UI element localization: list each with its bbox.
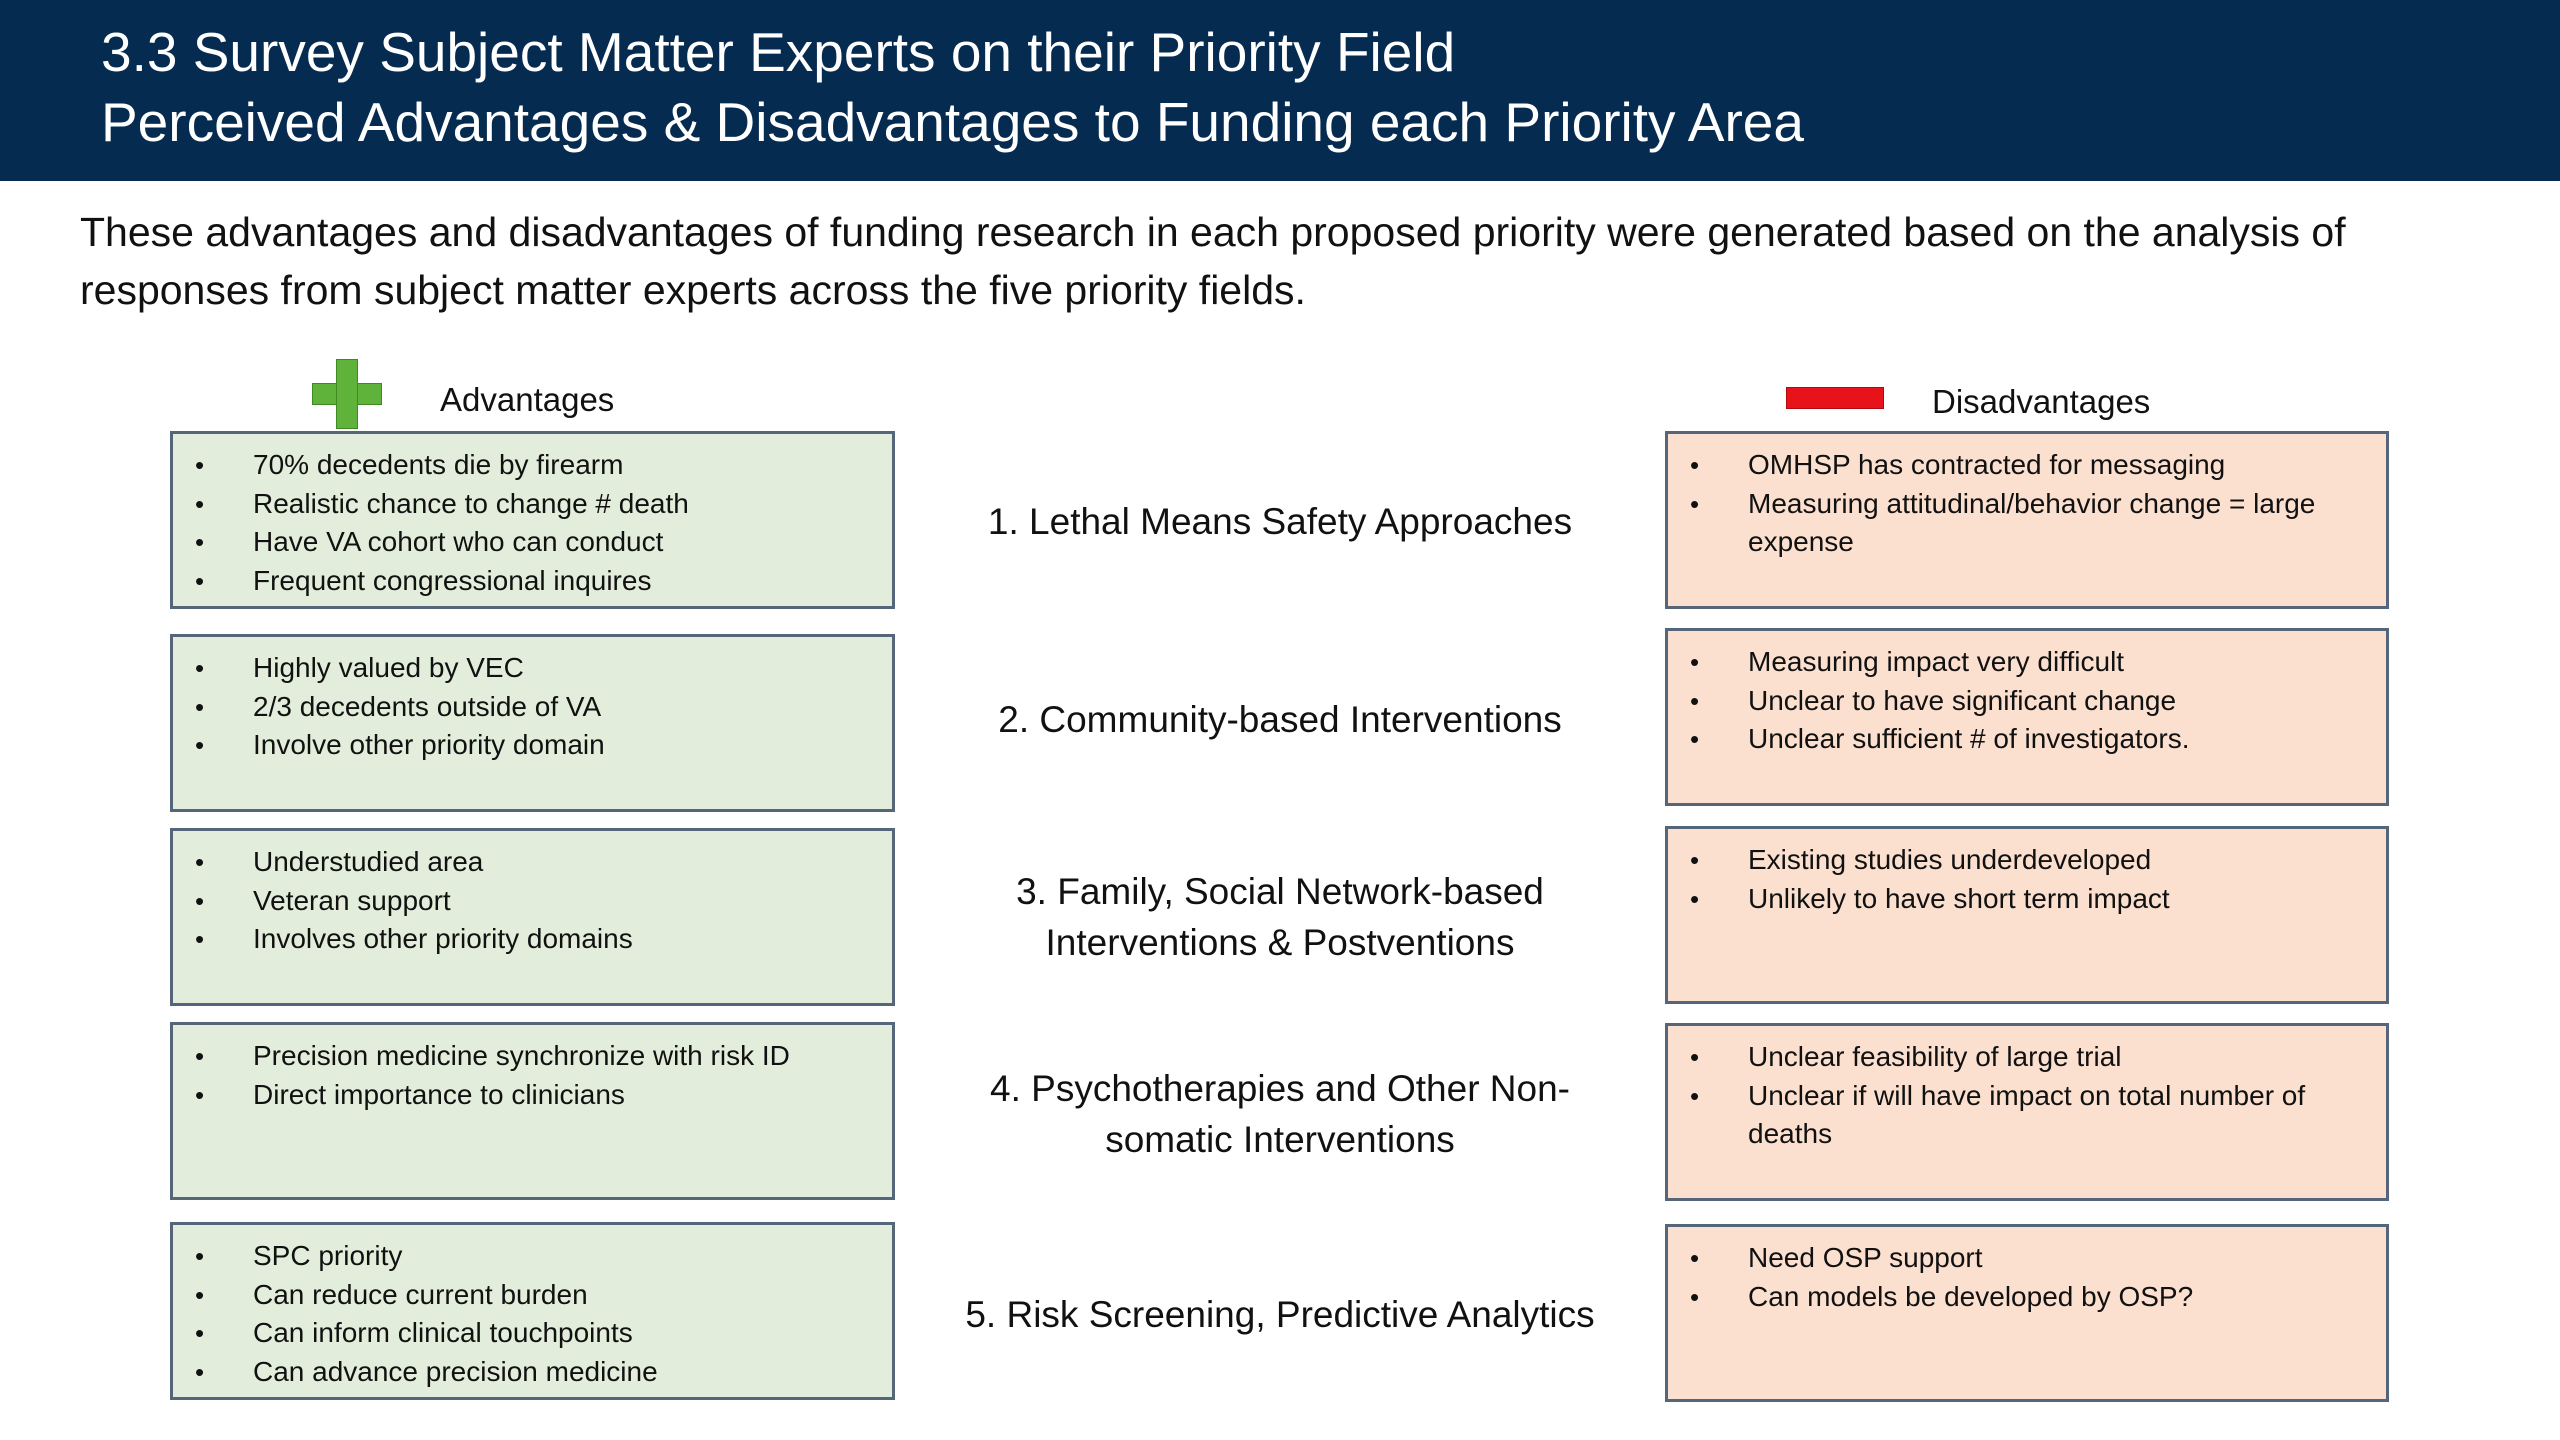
advantage-item: • Realistic chance to change # death — [189, 485, 872, 524]
disadvantage-item: • Unclear feasibility of large trial — [1684, 1038, 2366, 1077]
advantage-item: • Direct importance to clinicians — [189, 1076, 872, 1115]
priority-label-3: 3. Family, Social Network-based Interventions & Postventions — [1016, 871, 1544, 963]
advantages-box-3 — [170, 828, 895, 1006]
slide-header — [0, 0, 2560, 181]
advantage-item: • Can advance precision medicine — [189, 1353, 872, 1392]
advantage-item: • SPC priority — [189, 1237, 872, 1276]
priority-label-2: 2. Community-based Interventions — [998, 698, 1562, 740]
advantage-item: • Highly valued by VEC — [189, 649, 872, 688]
disadvantage-item: • Measuring impact very difficult — [1684, 643, 2366, 682]
priority-label-4: 4. Psychotherapies and Other Non-somatic Interventions — [990, 1068, 1570, 1160]
disadvantage-item: • Unclear if will have impact on total number of deaths — [1684, 1077, 2366, 1154]
advantages-legend-label: Advantages — [440, 381, 615, 418]
advantage-item: • Can inform clinical touchpoints — [189, 1314, 872, 1353]
advantages-box-2 — [170, 634, 895, 812]
advantage-item: • 70% decedents die by firearm — [189, 446, 872, 485]
priority-label-1: 1. Lethal Means Safety Approaches — [987, 500, 1573, 542]
slide-title-line-1: 3.3 Survey Subject Matter Experts on their Priority Field — [101, 21, 1456, 83]
advantage-item: • Understudied area — [189, 843, 872, 882]
disadvantage-item: • Can models be developed by OSP? — [1684, 1278, 2366, 1317]
plus-icon — [312, 359, 382, 429]
priority-label-5: 5. Risk Screening, Predictive Analytics — [965, 1293, 1595, 1335]
advantage-item: • Involves other priority domains — [189, 920, 872, 959]
disadvantages-box-2 — [1665, 628, 2389, 806]
minus-icon — [1786, 387, 1884, 409]
disadvantage-item: • OMHSP has contracted for messaging — [1684, 446, 2366, 485]
advantage-item: • 2/3 decedents outside of VA — [189, 688, 872, 727]
advantages-box-5 — [170, 1222, 895, 1400]
advantage-item: • Involve other priority domain — [189, 726, 872, 765]
disadvantages-box-5 — [1665, 1224, 2389, 1402]
intro-paragraph: These advantages and disadvantages of funding research in each proposed priority were generated based on the analysis of responses from subject matter experts across the five priority fields. — [80, 209, 2346, 313]
disadvantage-item: • Measuring attitudinal/behavior change = large expense — [1684, 485, 2366, 562]
disadvantage-item: • Unclear to have significant change — [1684, 682, 2366, 721]
advantage-item: • Veteran support — [189, 882, 872, 921]
disadvantage-item: • Unlikely to have short term impact — [1684, 880, 2366, 919]
disadvantage-item: • Need OSP support — [1684, 1239, 2366, 1278]
disadvantages-legend-label: Disadvantages — [1932, 383, 2151, 420]
advantages-box-1 — [170, 431, 895, 609]
advantage-item: • Have VA cohort who can conduct — [189, 523, 872, 562]
disadvantages-box-3 — [1665, 826, 2389, 1004]
advantage-item: • Can reduce current burden — [189, 1276, 872, 1315]
advantage-item: • Frequent congressional inquires — [189, 562, 872, 601]
slide-title-line-2: Perceived Advantages & Disadvantages to Funding each Priority Area — [101, 91, 1804, 153]
advantage-item: • Precision medicine synchronize with risk ID — [189, 1037, 872, 1076]
disadvantage-item: • Existing studies underdeveloped — [1684, 841, 2366, 880]
disadvantage-item: • Unclear sufficient # of investigators. — [1684, 720, 2366, 759]
disadvantages-box-4 — [1665, 1023, 2389, 1201]
disadvantages-box-1 — [1665, 431, 2389, 609]
advantages-box-4 — [170, 1022, 895, 1200]
